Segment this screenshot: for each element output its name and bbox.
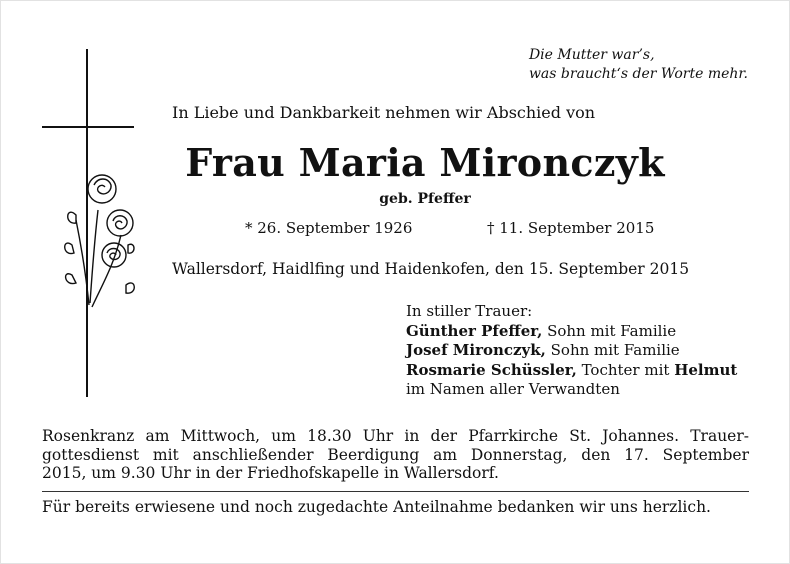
- mourner-relation: Sohn mit Familie: [542, 321, 677, 340]
- deceased-name: Frau Maria Mironczyk: [185, 140, 665, 185]
- service-line-3: 2015, um 9.30 Uhr in der Friedhofskapelle in Wallersdorf.: [42, 464, 499, 482]
- quote: [529, 46, 748, 84]
- mourners-closing: im Namen aller Verwandten: [406, 380, 620, 398]
- list-item: [406, 361, 737, 381]
- thanks-text: Für bereits erwiesene und noch zugedachte Anteilnahme bedanken wir uns herzlich.: [42, 498, 711, 516]
- cross-with-roses-icon: [36, 45, 146, 400]
- mourner-extra-name: Helmut: [674, 360, 738, 379]
- mourner-relation: Tochter mit: [576, 360, 675, 379]
- mourner-name: Rosmarie Schüssler,: [406, 360, 577, 379]
- service-line-2: gottesdienst mit anschließender Beerdigung am Donnerstag, den 17. September: [42, 445, 749, 464]
- death-date: † 11. September 2015: [487, 219, 655, 237]
- mourners-heading: In stiller Trauer:: [406, 302, 533, 320]
- mourner-name: Josef Mironczyk,: [406, 341, 546, 359]
- list-item: [406, 341, 737, 361]
- place-and-date: Wallersdorf, Haidlfing und Haidenkofen, den 15. September 2015: [172, 260, 690, 278]
- birth-date: * 26. September 1926: [245, 219, 413, 237]
- maiden-name: geb. Pfeffer: [379, 191, 471, 207]
- mourners-list: [406, 302, 737, 400]
- quote-line-2: was braucht‘s der Worte mehr.: [528, 66, 748, 82]
- service-details: [42, 427, 749, 483]
- divider: [42, 491, 749, 492]
- list-item: [406, 322, 737, 342]
- service-line-1: Rosenkranz am Mittwoch, um 18.30 Uhr in der Pfarrkirche St. Johannes. Trauer-: [42, 427, 749, 445]
- mourner-relation: Sohn mit Familie: [545, 341, 680, 359]
- quote-line-1: Die Mutter war’s,: [528, 47, 655, 63]
- mourner-name: Günther Pfeffer,: [406, 321, 543, 340]
- intro-text: In Liebe und Dankbarkeit nehmen wir Abschied von: [172, 103, 596, 122]
